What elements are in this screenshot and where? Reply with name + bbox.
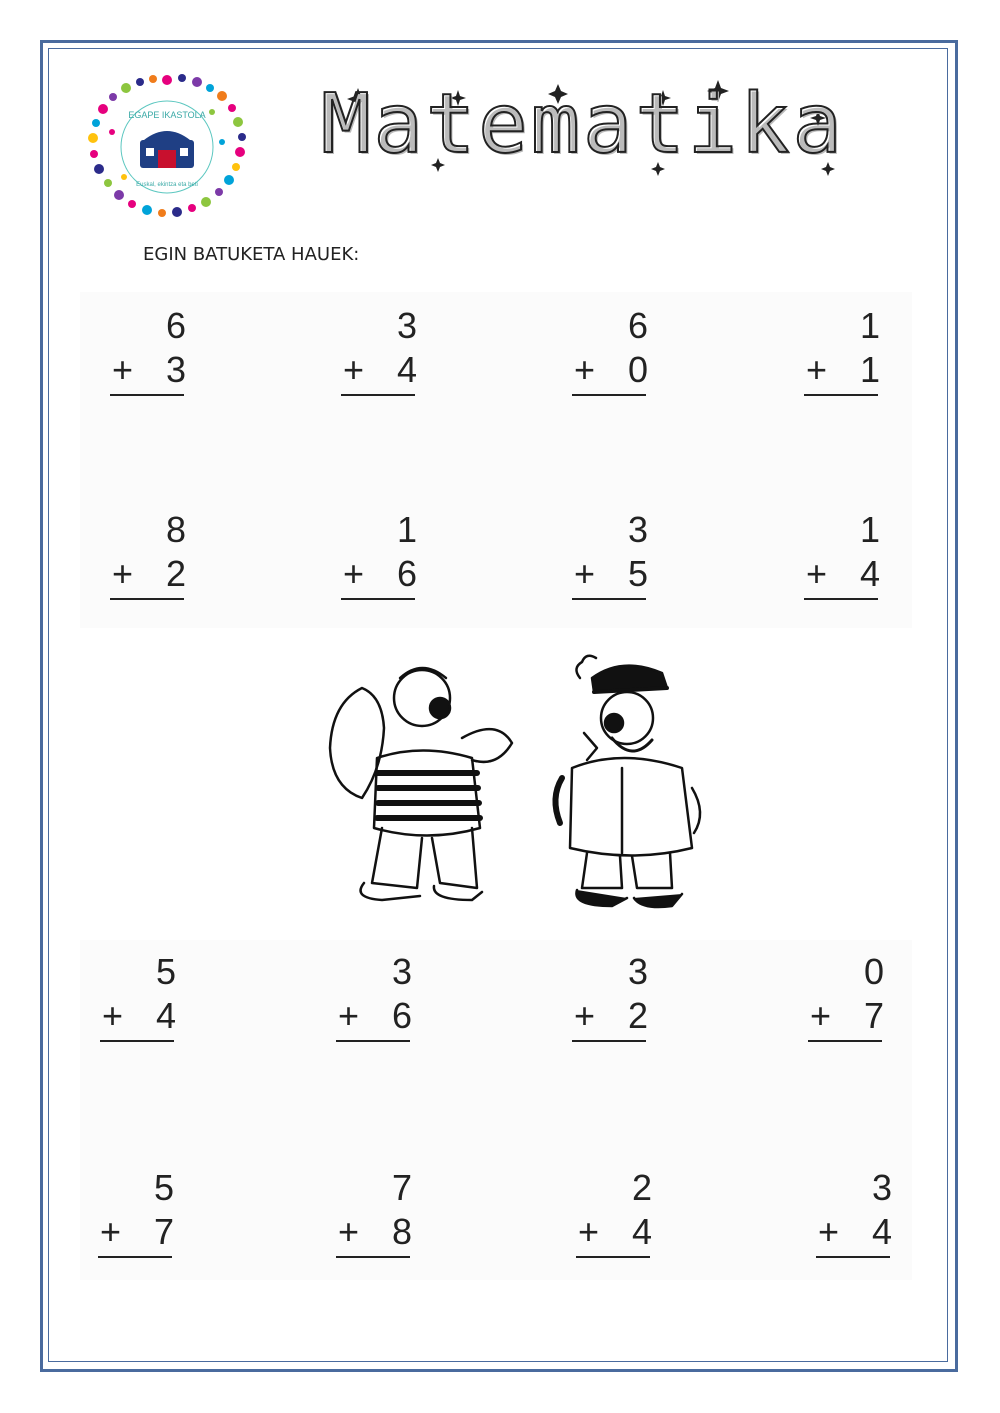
addend-bottom: 6 — [396, 553, 417, 594]
answer-line — [110, 394, 184, 396]
addition-problem — [808, 952, 888, 1048]
exercise-block-2 — [80, 940, 912, 1280]
addend-bottom: 4 — [859, 553, 880, 594]
addition-problem — [816, 1168, 896, 1264]
answer-line — [110, 598, 184, 600]
addend-bottom: 2 — [627, 995, 648, 1036]
answer-line — [341, 394, 415, 396]
addend-bottom: 6 — [391, 995, 412, 1036]
addend-top: 1 — [396, 509, 417, 550]
addition-problem — [341, 306, 421, 402]
plus-sign: + — [343, 553, 365, 594]
logo-text-bottom: Euskal, ekintza eta beti — [136, 182, 198, 188]
addend-bottom: 2 — [165, 553, 186, 594]
plus-sign: + — [818, 1211, 840, 1252]
answer-line — [808, 1040, 882, 1042]
instructions-text: EGIN BATUKETA HAUEK: — [143, 244, 360, 265]
sailors-illustration — [322, 648, 732, 913]
plus-sign: + — [574, 553, 596, 594]
addend-bottom: 7 — [153, 1211, 174, 1252]
school-logo — [82, 72, 252, 222]
addend-top: 0 — [863, 951, 884, 992]
addend-top: 3 — [391, 951, 412, 992]
addend-top: 5 — [155, 951, 176, 992]
plus-sign: + — [578, 1211, 600, 1252]
plus-sign: + — [574, 995, 596, 1036]
answer-line — [572, 598, 646, 600]
exercise-block-1 — [80, 292, 912, 628]
addend-top: 6 — [165, 305, 186, 346]
addition-problem — [804, 306, 884, 402]
answer-line — [98, 1256, 172, 1258]
answer-line — [816, 1256, 890, 1258]
answer-line — [572, 1040, 646, 1042]
logo-text-top: EGAPE IKASTOLA — [128, 110, 206, 120]
plus-sign: + — [338, 995, 360, 1036]
addend-top: 3 — [871, 1167, 892, 1208]
addition-problem — [804, 510, 884, 606]
addend-top: 3 — [627, 951, 648, 992]
addition-problem — [336, 952, 416, 1048]
addend-bottom: 4 — [396, 349, 417, 390]
page-title — [318, 70, 848, 180]
plus-sign: + — [806, 553, 828, 594]
addition-problem — [110, 306, 190, 402]
answer-line — [336, 1040, 410, 1042]
addend-top: 1 — [859, 305, 880, 346]
addend-top: 8 — [165, 509, 186, 550]
addend-bottom: 0 — [627, 349, 648, 390]
addend-top: 2 — [631, 1167, 652, 1208]
addend-top: 3 — [627, 509, 648, 550]
answer-line — [341, 598, 415, 600]
plus-sign: + — [810, 995, 832, 1036]
addition-problem — [572, 510, 652, 606]
plus-sign: + — [806, 349, 828, 390]
addend-bottom: 4 — [631, 1211, 652, 1252]
plus-sign: + — [100, 1211, 122, 1252]
answer-line — [804, 598, 878, 600]
addition-problem — [572, 306, 652, 402]
addition-problem — [336, 1168, 416, 1264]
plus-sign: + — [112, 349, 134, 390]
addend-top: 5 — [153, 1167, 174, 1208]
addend-top: 1 — [859, 509, 880, 550]
plus-sign: + — [338, 1211, 360, 1252]
answer-line — [100, 1040, 174, 1042]
addend-bottom: 1 — [859, 349, 880, 390]
plus-sign: + — [574, 349, 596, 390]
addition-problem — [572, 952, 652, 1048]
captain-icon — [555, 656, 700, 907]
addition-problem — [576, 1168, 656, 1264]
addend-top: 7 — [391, 1167, 412, 1208]
addend-top: 3 — [396, 305, 417, 346]
addition-problem — [98, 1168, 178, 1264]
addend-bottom: 3 — [165, 349, 186, 390]
sailor-icon — [330, 668, 512, 900]
plus-sign: + — [112, 553, 134, 594]
answer-line — [336, 1256, 410, 1258]
addend-top: 6 — [627, 305, 648, 346]
answer-line — [572, 394, 646, 396]
addend-bottom: 8 — [391, 1211, 412, 1252]
addend-bottom: 7 — [863, 995, 884, 1036]
addend-bottom: 4 — [155, 995, 176, 1036]
addition-problem — [110, 510, 190, 606]
addition-problem — [341, 510, 421, 606]
plus-sign: + — [102, 995, 124, 1036]
answer-line — [576, 1256, 650, 1258]
answer-line — [804, 394, 878, 396]
plus-sign: + — [343, 349, 365, 390]
addend-bottom: 5 — [627, 553, 648, 594]
addend-bottom: 4 — [871, 1211, 892, 1252]
title-text: Matematika — [321, 77, 845, 172]
addition-problem — [100, 952, 180, 1048]
